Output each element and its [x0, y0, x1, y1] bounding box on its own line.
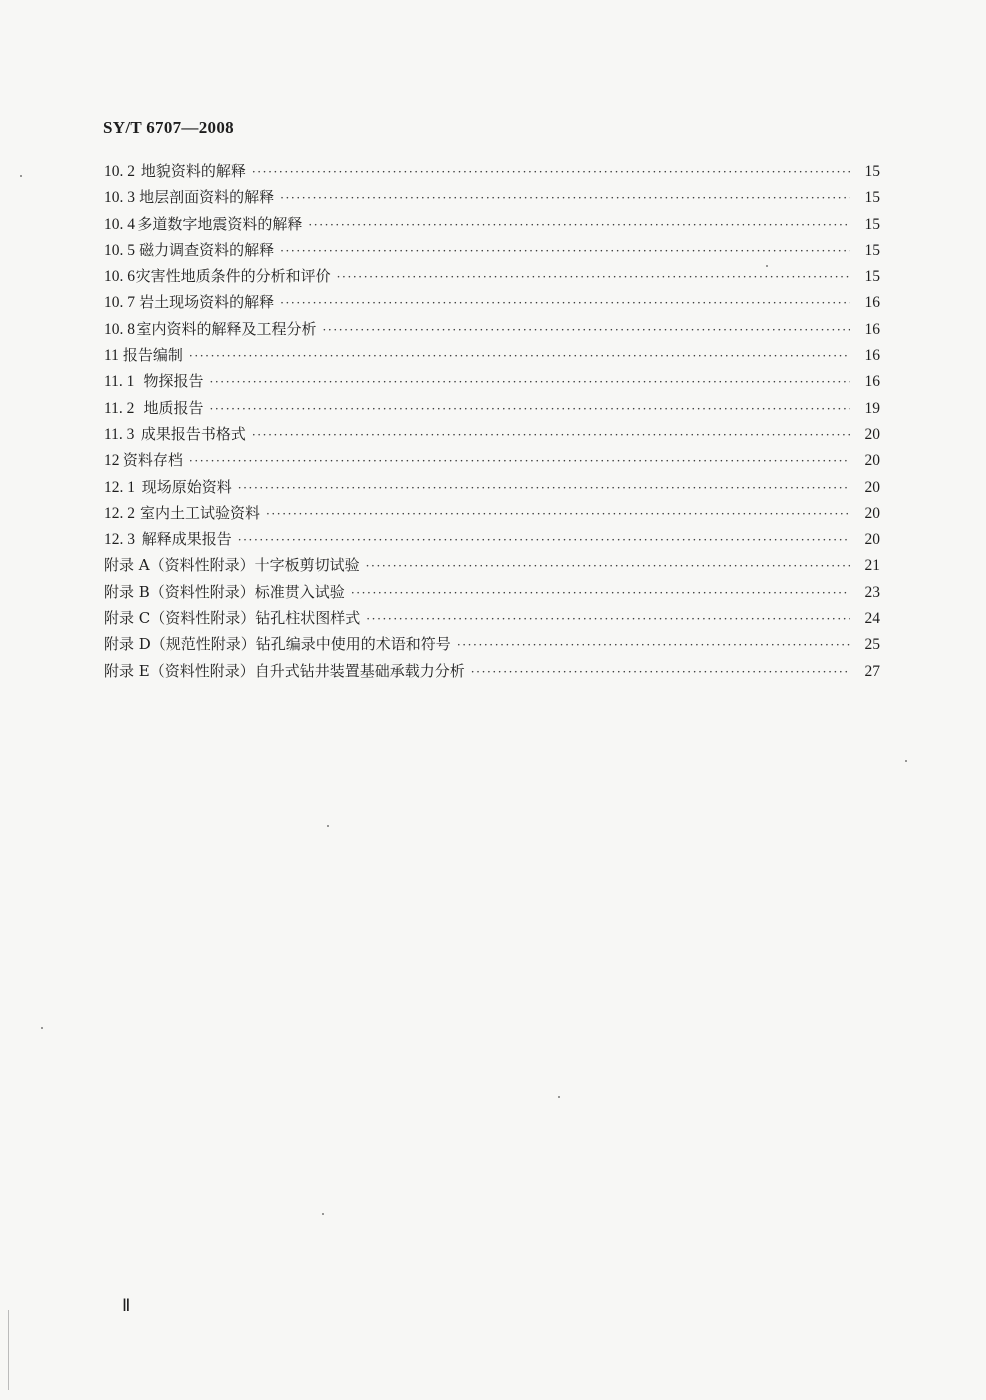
toc-entry: [104, 660, 880, 686]
toc-entry-page: 16: [864, 294, 880, 312]
toc-entry: [104, 476, 880, 502]
toc-entry-title: 多道数字地震资料的解释: [137, 214, 303, 233]
toc-entry-number: 10. 5: [104, 241, 135, 259]
toc-entry: [104, 633, 880, 659]
toc-entry: [104, 397, 880, 423]
toc-leader-dots: [252, 428, 850, 442]
toc-leader-dots: [189, 454, 850, 468]
toc-leader-dots: [308, 218, 850, 232]
toc-entry-page: 20: [864, 504, 880, 522]
toc-entry-title: 钻孔柱状图样式: [255, 609, 361, 628]
toc-leader-dots: [351, 586, 850, 600]
toc-leader-dots: [457, 638, 850, 652]
toc-entry: [104, 607, 880, 633]
toc-entry: [104, 291, 880, 317]
toc-leader-dots: [209, 402, 850, 416]
standard-code: SY/T 6707—2008: [103, 118, 234, 137]
toc-entry-number: 10. 3: [104, 189, 135, 207]
toc-entry: [104, 502, 880, 528]
toc-leader-dots: [189, 349, 850, 363]
toc-entry-title: 地层剖面资料的解释: [139, 188, 275, 207]
toc-entry-page: 16: [864, 347, 880, 365]
toc-entry-page: 15: [864, 163, 880, 180]
toc-entry-title: 磁力调查资料的解释: [139, 240, 275, 259]
toc-entry-title: 解释成果报告: [141, 530, 232, 549]
toc-entry-page: 20: [864, 425, 880, 443]
toc-leader-dots: [366, 612, 850, 626]
toc-entry-number: 12: [104, 452, 120, 470]
toc-entry-number: 12. 1: [104, 478, 135, 496]
scan-speck: [905, 760, 907, 762]
scan-speck: [322, 1213, 324, 1215]
toc-entry-page: 16: [864, 320, 880, 338]
toc-entry-page: 27: [864, 662, 880, 680]
toc-entry-title: 室内土工试验资料: [139, 503, 260, 522]
toc-entry-page: 23: [864, 583, 880, 601]
toc-entry-title: 岩土现场资料的解释: [139, 293, 275, 312]
toc-entry-page: 16: [864, 373, 880, 391]
toc-leader-dots: [366, 559, 850, 573]
toc-entry: [104, 160, 880, 186]
toc-entry-title: 物探报告: [143, 372, 204, 391]
toc-entry: [104, 344, 880, 370]
toc-entry-number: 10. 8: [104, 320, 135, 338]
toc-entry-title: 地质报告: [143, 398, 204, 417]
toc-entry-page: 19: [864, 399, 880, 417]
toc-entry-title: 地貌资料的解释: [140, 162, 246, 180]
toc-entry-number: 10. 6: [104, 268, 135, 286]
toc-entry-title: 钻孔编录中使用的术语和符号: [255, 635, 451, 654]
toc-leader-dots: [322, 323, 850, 337]
toc-entry-page: 20: [864, 452, 880, 470]
toc-entry-number: 12. 3: [104, 531, 135, 549]
scan-speck: [41, 1027, 43, 1029]
toc-entry: [104, 554, 880, 580]
scan-speck: [766, 265, 768, 267]
toc-entry-number: 附录 D（规范性附录）: [104, 635, 256, 654]
toc-entry-page: 21: [864, 557, 880, 575]
toc-entry-number: 11. 1: [104, 373, 135, 391]
toc-entry: [104, 581, 880, 607]
toc-entry-page: 15: [864, 241, 880, 259]
toc-entry-title: 室内资料的解释及工程分析: [136, 319, 317, 338]
toc-leader-dots: [280, 296, 850, 310]
toc-leader-dots: [252, 165, 850, 179]
toc-entry-title: 资料存档: [122, 451, 183, 470]
toc-entry-page: 24: [864, 610, 880, 628]
scan-speck: [20, 175, 22, 177]
scan-edge-line: [8, 1310, 9, 1390]
toc-entry-title: 自升式钻井装置基础承载力分析: [254, 661, 465, 680]
toc-entry-number: 12. 2: [104, 504, 135, 522]
toc-entry: [104, 423, 880, 449]
toc-entry: [104, 239, 880, 265]
toc-entry-page: 15: [864, 189, 880, 207]
toc-entry-title: 报告编制: [122, 346, 183, 365]
toc-leader-dots: [209, 375, 850, 389]
toc-leader-dots: [280, 244, 850, 258]
page-number: Ⅱ: [122, 1296, 131, 1315]
scan-speck: [558, 1096, 560, 1098]
toc-entry-number: 附录 E（资料性附录）: [104, 661, 255, 680]
toc-entry: [104, 186, 880, 212]
toc-entry-number: 11. 3: [104, 425, 135, 443]
toc-entry: [104, 318, 880, 344]
table-of-contents: [104, 160, 880, 686]
toc-leader-dots: [471, 665, 850, 679]
toc-entry-page: 15: [864, 268, 880, 286]
toc-entry-number: 附录 A（资料性附录）: [104, 556, 255, 575]
scan-speck: [327, 825, 329, 827]
toc-entry-number: 附录 C（资料性附录）: [104, 609, 256, 628]
toc-entry: [104, 213, 880, 239]
toc-leader-dots: [238, 533, 850, 547]
toc-entry: [104, 449, 880, 475]
toc-entry-number: 附录 B（资料性附录）: [104, 582, 255, 601]
toc-entry-title: 标准贯入试验: [254, 582, 345, 601]
toc-entry-title: 十字板剪切试验: [254, 556, 360, 575]
toc-entry-number: 10. 7: [104, 294, 135, 312]
toc-entry-page: 20: [864, 531, 880, 549]
toc-entry-page: 20: [864, 478, 880, 496]
toc-entry-page: 15: [864, 215, 880, 233]
toc-leader-dots: [280, 191, 850, 205]
toc-entry-number: 11. 2: [104, 399, 135, 417]
toc-entry-number: 10. 4: [104, 215, 135, 233]
toc-entry-title: 灾害性地质条件的分析和评价: [135, 267, 331, 286]
toc-leader-dots: [337, 270, 850, 284]
toc-entry-title: 现场原始资料: [141, 477, 232, 496]
toc-entry-number: 11: [104, 347, 119, 365]
toc-leader-dots: [238, 481, 850, 495]
toc-entry: [104, 370, 880, 396]
toc-entry-number: 10. 2: [104, 163, 135, 180]
toc-entry-page: 25: [864, 636, 880, 654]
toc-entry-title: 成果报告书格式: [140, 424, 246, 443]
toc-entry: [104, 528, 880, 554]
toc-entry: [104, 265, 880, 291]
toc-leader-dots: [266, 507, 850, 521]
